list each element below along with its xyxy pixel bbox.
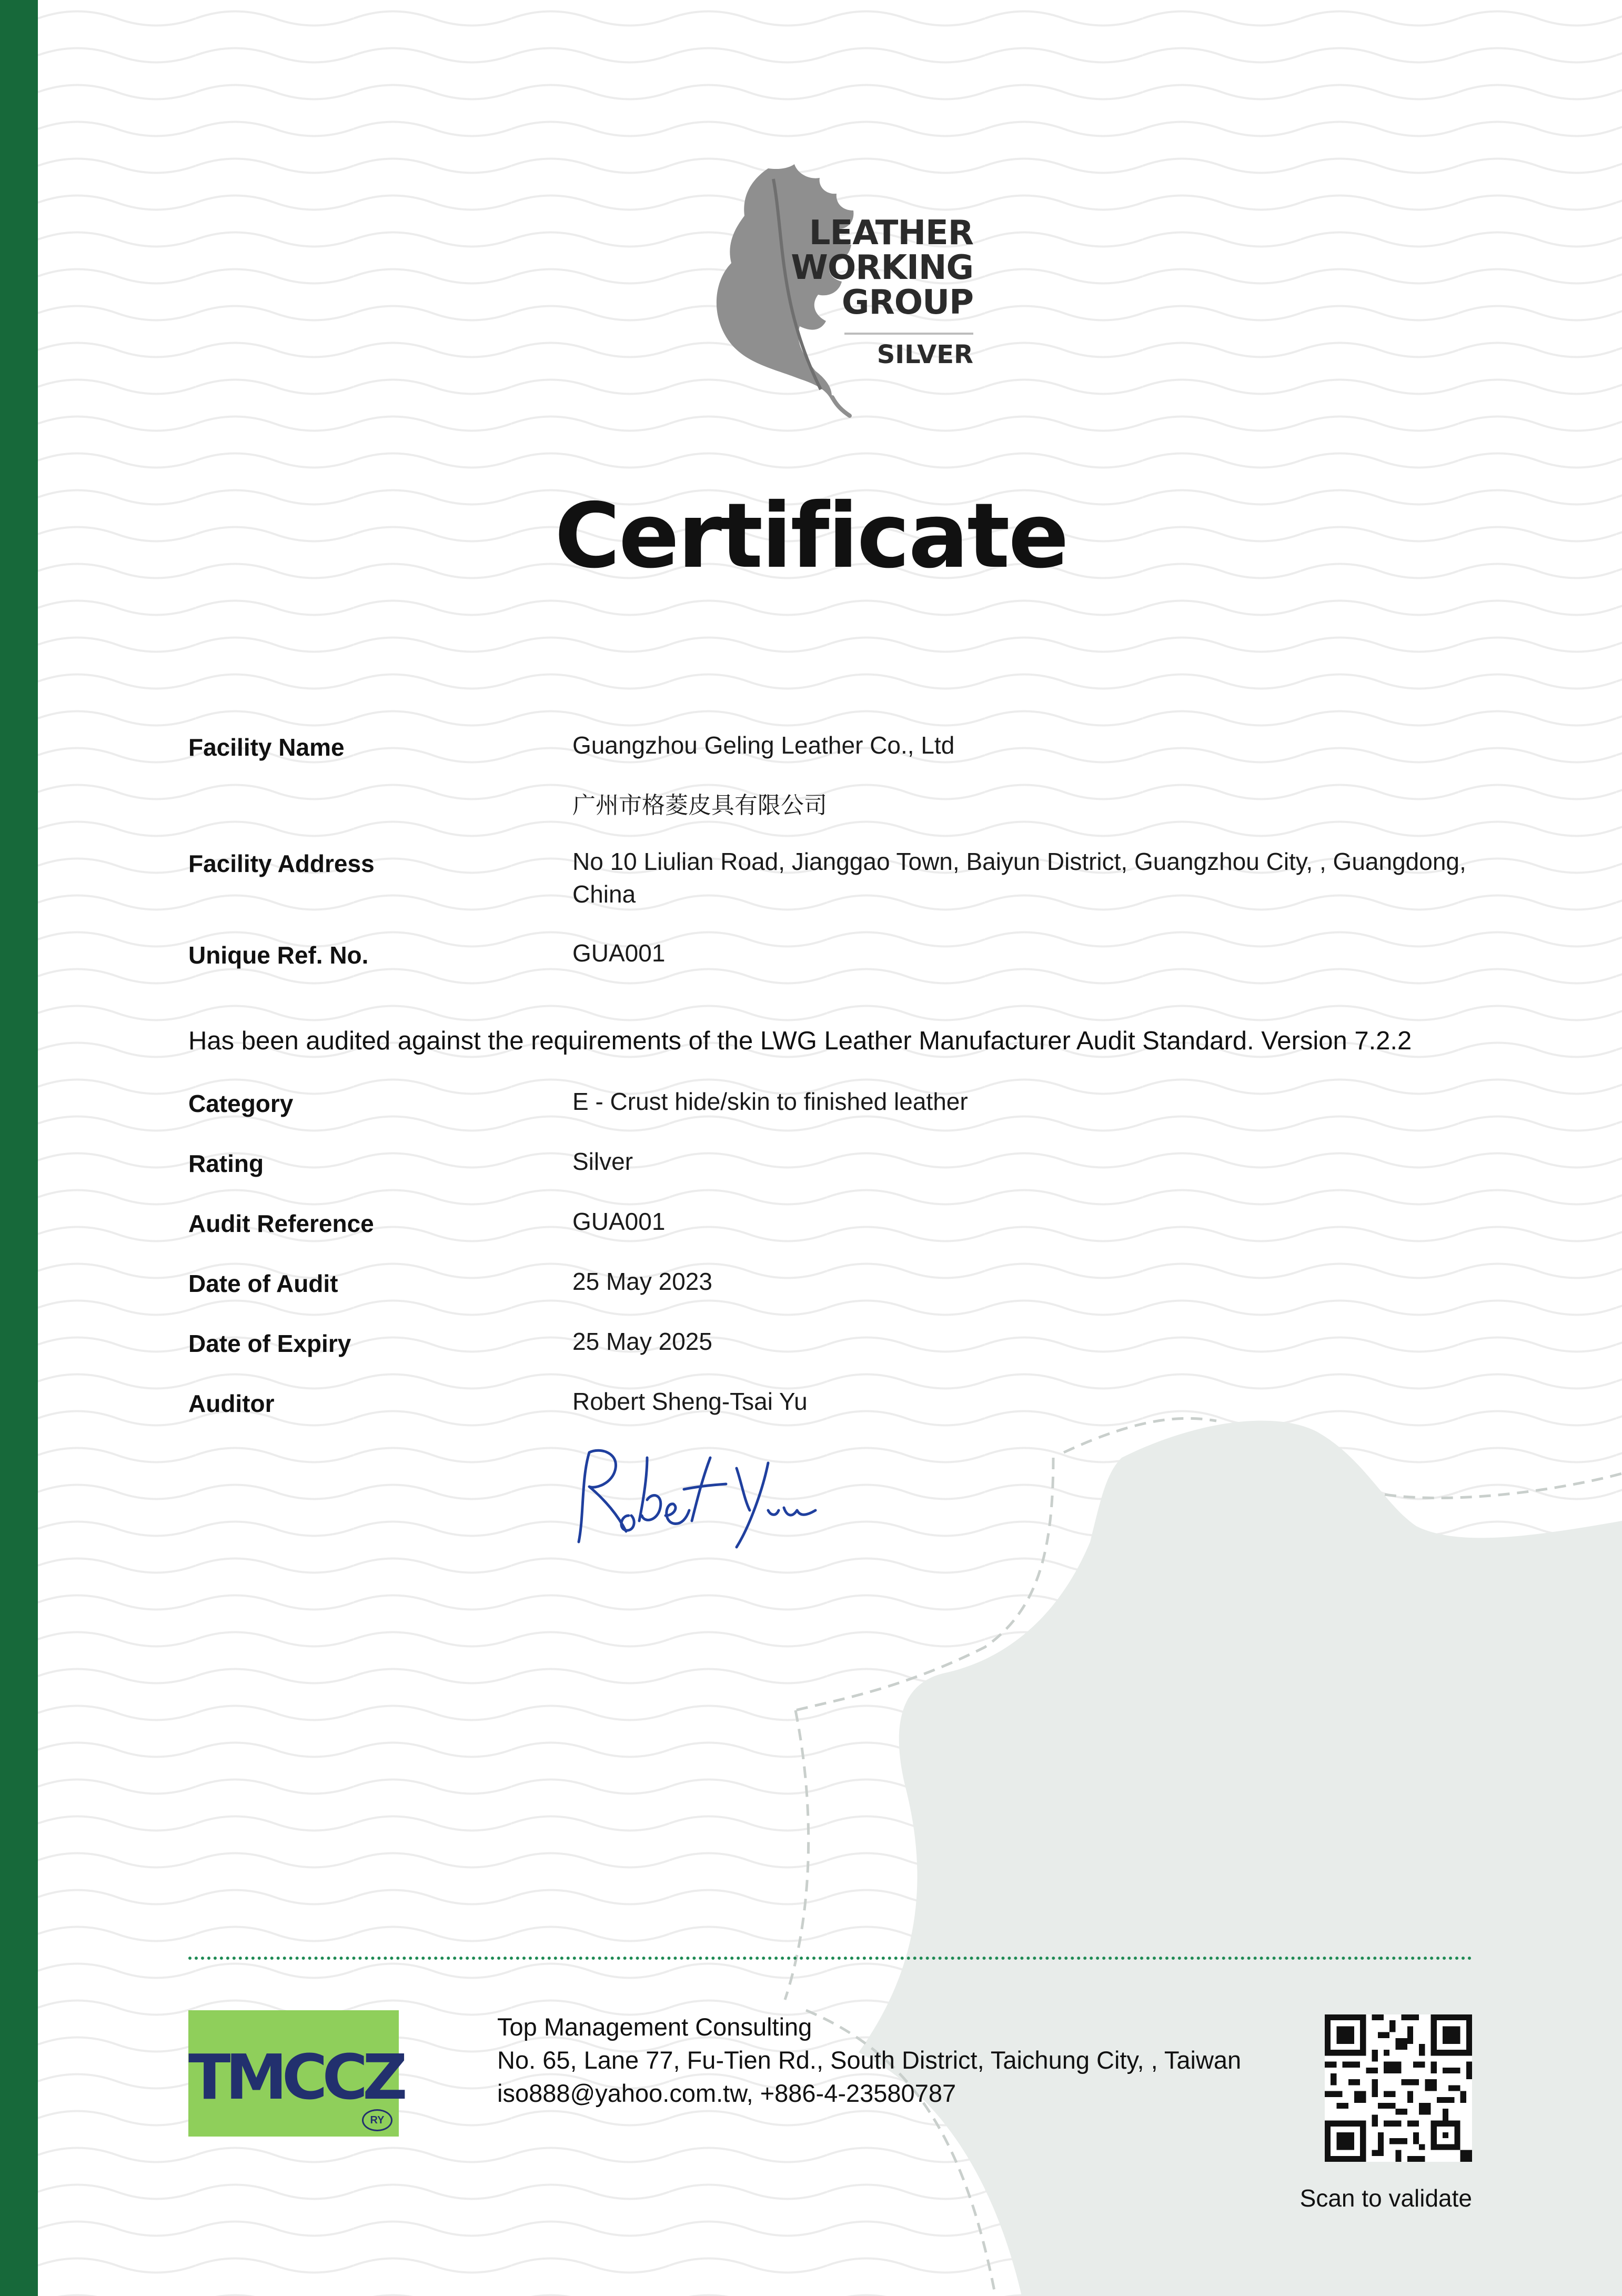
footer-divider <box>188 1957 1472 1960</box>
detail-value: Robert Sheng-Tsai Yu <box>572 1388 808 1415</box>
brand-line: LEATHER <box>809 214 973 253</box>
brand-line: WORKING <box>791 248 973 287</box>
brand-line: GROUP <box>841 283 973 322</box>
detail-value: Silver <box>572 1148 633 1175</box>
brand-wordmark <box>784 216 973 320</box>
detail-value: 25 May 2025 <box>572 1328 712 1355</box>
detail-label: Rating <box>188 1150 264 1177</box>
facility-address-label: Facility Address <box>188 850 375 877</box>
address-line: No 10 Liulian Road, Jianggao Town, Baiyun District, Guangzhou City, , Guangdong, <box>572 848 1466 875</box>
facility-name-zh: 广州市格菱皮具有限公司 <box>572 792 827 819</box>
address-line: China <box>572 880 636 908</box>
detail-value: GUA001 <box>572 1208 666 1235</box>
unique-ref-value: GUA001 <box>572 939 666 967</box>
detail-label: Category <box>188 1090 294 1117</box>
certification-body-logo-text: TMCCZ <box>188 2041 402 2113</box>
certification-body-contact: iso888@yahoo.com.tw, +886-4-23580787 <box>497 2079 956 2107</box>
certification-body-logo <box>188 2010 402 2137</box>
certification-body-logo-badge: RY <box>362 2109 392 2131</box>
brand-divider <box>844 333 973 335</box>
unique-ref-label: Unique Ref. No. <box>188 941 369 969</box>
detail-label: Auditor <box>188 1390 275 1417</box>
detail-value: 25 May 2023 <box>572 1268 712 1295</box>
detail-label: Audit Reference <box>188 1210 374 1237</box>
facility-name-label: Facility Name <box>188 734 345 761</box>
facility-name-value: Guangzhou Geling Leather Co., Ltd <box>572 731 955 759</box>
detail-label: Date of Expiry <box>188 1330 351 1357</box>
auditor-signature <box>568 1437 842 1552</box>
scan-to-validate-label: Scan to validate <box>1299 2184 1472 2212</box>
side-band <box>0 0 38 2296</box>
qr-code-icon[interactable] <box>1325 2014 1472 2162</box>
certification-body-name: Top Management Consulting <box>497 2013 812 2041</box>
facility-address-value <box>572 845 1504 910</box>
detail-label: Date of Audit <box>188 1270 338 1297</box>
audit-statement: Has been audited against the requirements of the LWG Leather Manufacturer Audit Standard. Version 7.2.2 <box>188 1027 1412 1055</box>
brand-tier: SILVER <box>877 340 973 369</box>
page-title: Certificate <box>555 484 1067 588</box>
certification-body-address: No. 65, Lane 77, Fu-Tien Rd., South District, Taichung City, , Taiwan <box>497 2046 1242 2074</box>
certification-body-details <box>497 2010 1241 2110</box>
detail-value: E - Crust hide/skin to finished leather <box>572 1088 968 1115</box>
